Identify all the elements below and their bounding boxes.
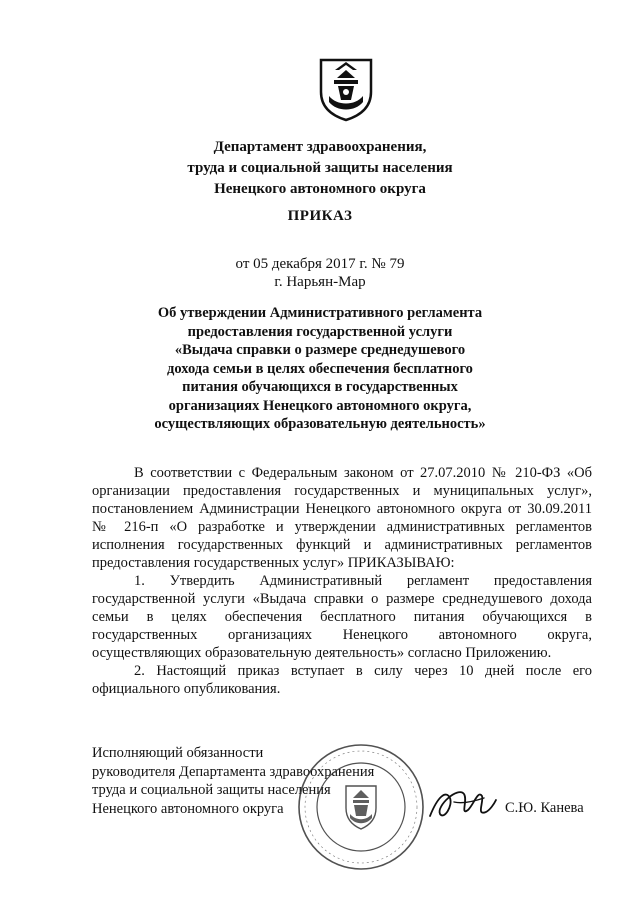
subject-line: предоставления государственной услуги (187, 323, 453, 340)
paragraph-item-2: 2. Настоящий приказ вступает в силу через 10 дней после его официального опубликования. (92, 663, 592, 697)
document-type: ПРИКАЗ (287, 208, 353, 224)
handwritten-signature-icon (424, 776, 498, 836)
paragraph-item-1: 1. Утвердить Административный регламент предоставления государственной услуги «Выдача справки о размере среднедушевого дохода семьи в целях обеспечения бесплатного питания обучающихся в государственных организациях Ненецкого автономного округа, осуществляющих образовательную деятельность» согласно Приложению. (92, 573, 592, 661)
subject-line: организациях Ненецкого автономного округа, (168, 397, 472, 414)
position-line: труда и социальной защиты населения (92, 782, 331, 798)
document-subject (0, 304, 640, 434)
date-number: от 05 декабря 2017 г. № 79 (235, 256, 405, 272)
paragraph-preamble: В соответствии с Федеральным законом от 27.07.2010 № 210-ФЗ «Об организации предоставления государственных и муниципальных услуг», постановлением Администрации Ненецкого автономного округа от 30.09.2011 № 216-п «О разработке и утверждении административных регламентов исполнения государственных функций и административных регламентов предоставления государственных услуг» ПРИКАЗЫВАЮ: (92, 465, 592, 571)
org-line: Ненецкого автономного округа (214, 181, 426, 197)
position-line: руководителя Департамента здравоохранения (92, 763, 375, 780)
subject-line: «Выдача справки о размере среднедушевого (174, 342, 466, 358)
signer-name: С.Ю. Канева (505, 800, 584, 816)
coat-of-arms-icon (317, 56, 375, 122)
document-body (92, 464, 592, 698)
place: г. Нарьян-Мар (274, 274, 366, 290)
subject-line: питания обучающихся в государственных (182, 379, 458, 395)
position-line: Ненецкого автономного округа (92, 800, 284, 817)
org-line: Департамент здравоохранения, (213, 139, 427, 155)
subject-line: Об утверждении Административного регламента (157, 305, 483, 321)
official-seal-icon (296, 742, 426, 872)
position-line: Исполняющий обязанности (92, 745, 264, 761)
subject-line: осуществляющих образовательную деятельность» (154, 416, 486, 432)
org-line: труда и социальной защиты населения (187, 160, 453, 176)
subject-line: дохода семьи в целях обеспечения бесплатного (167, 360, 473, 377)
issuing-organization (0, 137, 640, 200)
document-meta (0, 255, 640, 291)
